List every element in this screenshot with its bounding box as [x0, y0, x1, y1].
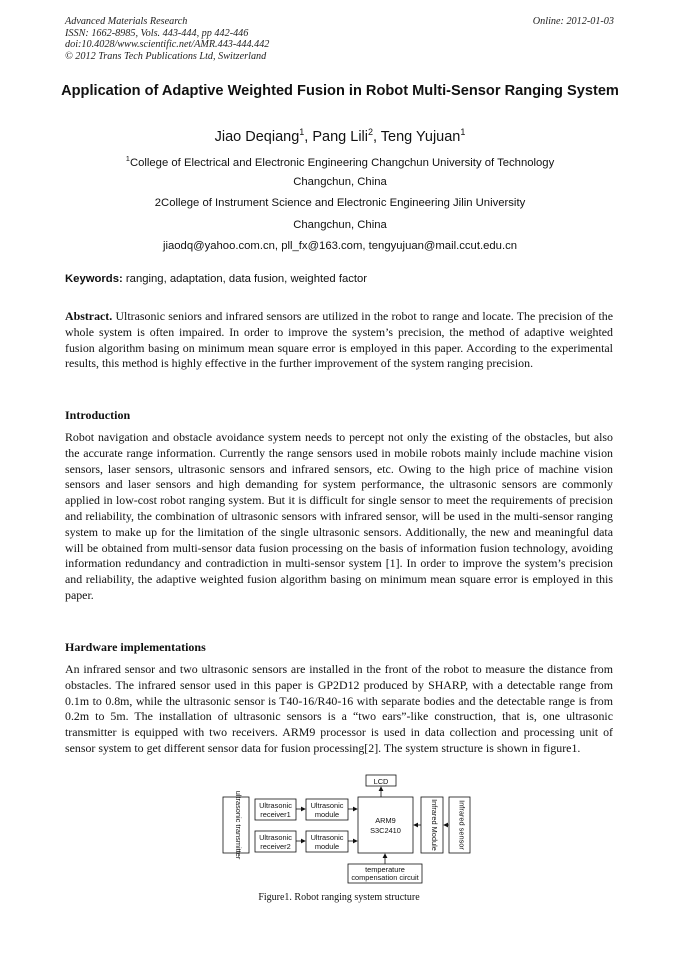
affiliation-2-city: Changchun, China — [293, 219, 387, 231]
figure-caption: Figure1. Robot ranging system structure — [258, 892, 420, 903]
keywords-label: Keywords: — [65, 273, 123, 285]
temperature-label-line2: compensation circuit — [351, 873, 419, 882]
author-affiliation-mark: 1 — [299, 127, 305, 137]
arm9-label-line2: S3C2410 — [370, 826, 401, 835]
email-list: jiaodq@yahoo.com.cn, pll_fx@163.com, tengyujuan@mail.ccut.edu.cn — [162, 240, 518, 252]
receiver2-label-line2: receiver2 — [260, 842, 291, 851]
affiliation-1-city: Changchun, China — [293, 176, 387, 188]
keywords-text: ranging, adaptation, data fusion, weighted factor — [122, 273, 368, 285]
online-date: Online: 2012-01-03 — [532, 16, 614, 27]
module2-label-line2: module — [314, 842, 340, 851]
author-name: Teng Yujuan — [380, 128, 461, 145]
receiver1-label-line2: receiver1 — [260, 810, 291, 819]
hardware-text: An infrared sensor and two ultrasonic sensors are installed in the front of the robot to measure the distance from obstacles. The infrared sensor used in this paper is GP2D12 produced by SHARP, with a detectable range from 0.1m to 0.8m, while the ultrasonic sensor is T40-16/R40-16 with separate bodies and the detectable range is from 0.2m to 5m. The installation of ultrasonic sensors is a “two ears”-like construction, that is, one ultrasonic transmitter is equipped with two receivers. ARM9 processor is used in data collection and processing unit of sensor system to get different sensor data for fusion processing[2]. The system structure is shown in figure1. — [65, 662, 613, 755]
section-heading-hardware: Hardware implementations — [65, 640, 206, 654]
abstract-label: Abstract. — [65, 309, 113, 323]
module1-label-line1: Ultrasonic — [310, 801, 344, 810]
author-separator: , — [373, 128, 381, 145]
module1-label-line2: module — [314, 810, 340, 819]
doi-line: doi:10.4028/www.scientific.net/AMR.443-444.442 — [65, 39, 270, 51]
introduction-text: Robot navigation and obstacle avoidance system needs to percept not only the existing of the obstacles, but also the accurate range information. Currently the range sensors used in mobile robots mainly include machine vision sensors, laser sensors, ultrasonic sensors and infrared sensors, etc. Owing to the high price of machine vision sensors and laser sensors and high demanding for system performance, the ultrasonic sensors are commonly applied in low-cost robot ranging system. But it is difficult for single sensor to meet the requirements of precision and reliability, the combination of ultrasonic sensors with infrared sensor, will be used in the multi-sensor ranging system to make up for the limitation of the single ultrasonic sensors. Additionally, the new and meaningful data will be obtained from multi-sensor data fusion processing on the basis of information fusion technology, avoiding information redundancy and contradiction in multi-sensor system [1]. In order to improve the system’s precision and reliability, the adaptive weighted fusion algorithm basing on minimum mean square error is employed in this paper. — [65, 430, 613, 602]
receiver2-label-line1: Ultrasonic — [259, 833, 292, 842]
section-heading-introduction: Introduction — [65, 408, 131, 422]
module2-label-line1: Ultrasonic — [310, 833, 344, 842]
affiliation-mark: 1 — [125, 154, 130, 163]
transmitter-label: ultrasonic transmitter — [234, 790, 243, 860]
arm9-box — [358, 797, 413, 853]
infrared-module-label: Infrared Module — [430, 799, 439, 851]
lcd-label: LCD — [373, 777, 389, 786]
paper-title: Application of Adaptive Weighted Fusion in Robot Multi-Sensor Ranging System — [61, 83, 619, 99]
issn-line: ISSN: 1662-8985, Vols. 443-444, pp 442-446 — [65, 27, 249, 39]
author-name: Pang Lili — [312, 128, 368, 145]
affiliation-2: 2College of Instrument Science and Electronic Engineering Jilin University — [154, 197, 526, 209]
temperature-label-line1: temperature — [365, 865, 405, 874]
affiliation-1-name: College of Electrical and Electronic Engineering Changchun University of Technology — [129, 156, 555, 169]
journal-name: Advanced Materials Research — [65, 16, 188, 27]
author-affiliation-mark: 1 — [460, 127, 466, 137]
author-separator: , — [304, 128, 313, 145]
infrared-sensor-label: Infrared sensor — [457, 800, 467, 850]
arm9-label-line1: ARM9 — [375, 816, 396, 825]
author-name: Jiao Deqiang — [214, 128, 300, 145]
copyright-line: © 2012 Trans Tech Publications Ltd, Switzerland — [65, 50, 267, 62]
receiver1-label-line1: Ultrasonic — [259, 801, 292, 810]
abstract-text: Ultrasonic seniors and infrared sensors are utilized in the robot to range and locate. The precision of the whole system is often impaired. In order to improve the system’s precision, the method of adaptive weighted fusion algorithm basing on minimum mean square error is employed in this paper. According to the experimental results, this method is highly effective in the further improvement of the system ranging precision. — [65, 309, 613, 371]
author-affiliation-mark: 2 — [367, 127, 373, 137]
